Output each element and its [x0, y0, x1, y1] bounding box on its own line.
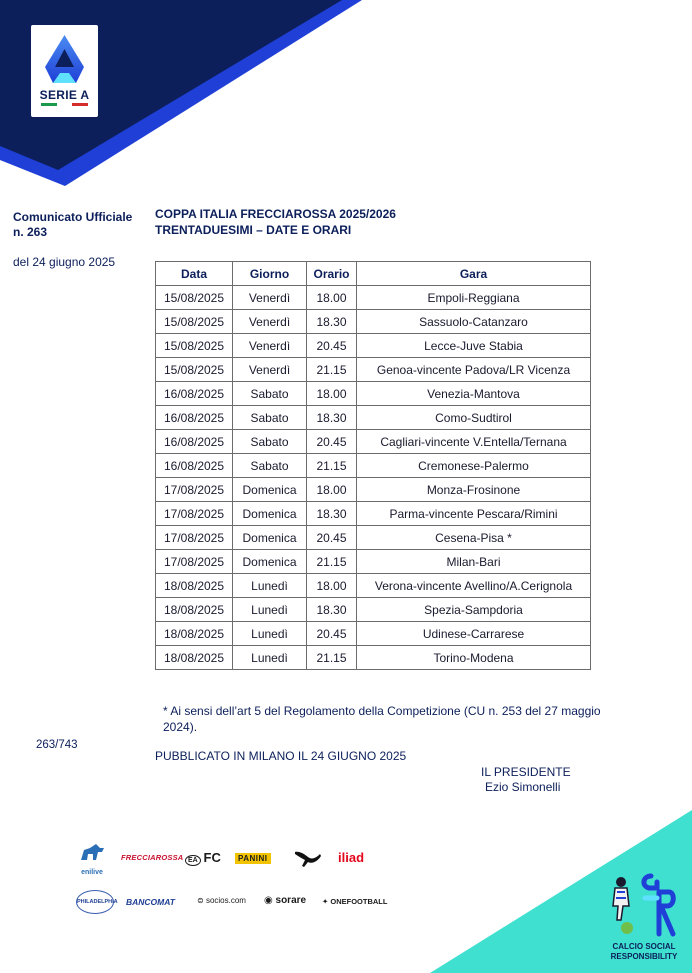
cell-day: Sabato: [233, 406, 307, 430]
sponsor-panini: PANINI: [235, 853, 271, 864]
title-line-1: COPPA ITALIA FRECCIAROSSA 2025/2026: [155, 207, 396, 221]
sponsor-frecciarossa: FRECCIAROSSA: [121, 853, 184, 862]
cell-date: 18/08/2025: [156, 574, 233, 598]
cell-time: 20.45: [307, 526, 357, 550]
cell-date: 15/08/2025: [156, 286, 233, 310]
cell-day: Lunedì: [233, 598, 307, 622]
cell-date: 16/08/2025: [156, 430, 233, 454]
cell-day: Sabato: [233, 454, 307, 478]
cell-date: 17/08/2025: [156, 502, 233, 526]
cell-day: Lunedì: [233, 622, 307, 646]
cell-match: Sassuolo-Catanzaro: [357, 310, 591, 334]
cell-day: Domenica: [233, 478, 307, 502]
table-row: [156, 622, 591, 646]
table-row: [156, 478, 591, 502]
president-name: Ezio Simonelli: [485, 780, 561, 794]
sorare-icon: ◉: [264, 895, 276, 906]
cell-day: Sabato: [233, 382, 307, 406]
sponsor-sorare: ◉ sorare: [264, 895, 307, 906]
cell-match: Milan-Bari: [357, 550, 591, 574]
table-row: [156, 406, 591, 430]
cell-match: Genoa-vincente Padova/LR Vicenza: [357, 358, 591, 382]
cell-day: Venerdì: [233, 334, 307, 358]
cell-day: Lunedì: [233, 574, 307, 598]
sponsor-puma: [294, 848, 322, 873]
cell-date: 17/08/2025: [156, 478, 233, 502]
cell-day: Venerdì: [233, 310, 307, 334]
sponsor-iliad: iliad: [338, 850, 365, 865]
sponsor-bancomat: BANCOMAT: [126, 897, 175, 907]
cell-time: 18.30: [307, 310, 357, 334]
table-row: [156, 286, 591, 310]
cell-match: Torino-Modena: [357, 646, 591, 670]
cell-day: Venerdì: [233, 286, 307, 310]
cell-time: 21.15: [307, 646, 357, 670]
socios-icon: ⊜: [197, 896, 206, 905]
table-row: [156, 526, 591, 550]
cell-time: 21.15: [307, 358, 357, 382]
cell-time: 20.45: [307, 622, 357, 646]
cell-day: Domenica: [233, 502, 307, 526]
cell-match: Cremonese-Palermo: [357, 454, 591, 478]
cell-match: Venezia-Mantova: [357, 382, 591, 406]
puma-cat-icon: [294, 848, 322, 868]
cell-date: 16/08/2025: [156, 382, 233, 406]
cell-time: 20.45: [307, 430, 357, 454]
serie-a-shield-logo: [40, 33, 89, 87]
cell-day: Sabato: [233, 430, 307, 454]
footnote: * Ai sensi dell’art 5 del Regolamento della Competizione (CU n. 253 del 27 maggio 2024).: [163, 704, 601, 734]
cell-day: Venerdì: [233, 358, 307, 382]
cell-date: 15/08/2025: [156, 310, 233, 334]
table-row: [156, 574, 591, 598]
cell-date: 15/08/2025: [156, 334, 233, 358]
document-title: [155, 207, 396, 238]
sponsor-enilive: enilive: [76, 842, 108, 876]
cell-day: Domenica: [233, 550, 307, 574]
cell-time: 21.15: [307, 550, 357, 574]
published-statement: PUBBLICATO IN MILANO IL 24 GIUGNO 2025: [155, 749, 407, 763]
table-row: [156, 334, 591, 358]
header-orario: Orario: [307, 262, 357, 286]
csr-player-icon: [603, 872, 679, 940]
cell-day: Lunedì: [233, 646, 307, 670]
cell-time: 18.30: [307, 502, 357, 526]
cell-date: 15/08/2025: [156, 358, 233, 382]
cell-time: 18.00: [307, 478, 357, 502]
table-row: [156, 598, 591, 622]
cell-date: 18/08/2025: [156, 598, 233, 622]
cell-time: 18.00: [307, 286, 357, 310]
table-row: [156, 646, 591, 670]
cell-match: Cesena-Pisa *: [357, 526, 591, 550]
signature-block: [481, 765, 571, 795]
cell-time: 18.30: [307, 406, 357, 430]
table-header-row: [156, 262, 591, 286]
cell-date: 16/08/2025: [156, 406, 233, 430]
communique-title: Comunicato Ufficiale n. 263: [13, 210, 133, 239]
table-row: [156, 310, 591, 334]
cell-date: 17/08/2025: [156, 550, 233, 574]
president-label: IL PRESIDENTE: [481, 765, 571, 779]
cell-time: 18.00: [307, 574, 357, 598]
cell-match: Cagliari-vincente V.Entella/Ternana: [357, 430, 591, 454]
header-data: Data: [156, 262, 233, 286]
onefootball-icon: ✦: [322, 897, 331, 906]
cell-match: Como-Sudtirol: [357, 406, 591, 430]
header-gara: Gara: [357, 262, 591, 286]
protocol-number: 263/743: [36, 739, 78, 751]
table-row: [156, 430, 591, 454]
sponsor-socios: ⊜ socios.com: [197, 896, 246, 905]
sponsor-ea-fc: EA FC: [185, 850, 221, 865]
cell-day: Domenica: [233, 526, 307, 550]
italian-flag-stripe: [41, 103, 88, 106]
cell-match: Lecce-Juve Stabia: [357, 334, 591, 358]
cell-match: Udinese-Carrarese: [357, 622, 591, 646]
cell-date: 18/08/2025: [156, 622, 233, 646]
cell-date: 17/08/2025: [156, 526, 233, 550]
table-row: [156, 550, 591, 574]
cell-time: 18.00: [307, 382, 357, 406]
fc-mark: FC: [203, 850, 221, 865]
schedule-table: [155, 261, 591, 670]
sponsor-onefootball: ✦ ONEFOOTBALL: [322, 897, 388, 906]
cell-match: Empoli-Reggiana: [357, 286, 591, 310]
csr-caption: CALCIO SOCIAL RESPONSIBILITY: [610, 942, 678, 961]
cell-date: 16/08/2025: [156, 454, 233, 478]
cell-date: 18/08/2025: [156, 646, 233, 670]
table-row: [156, 382, 591, 406]
table-row: [156, 502, 591, 526]
cell-match: Spezia-Sampdoria: [357, 598, 591, 622]
title-line-2: TRENTADUESIMI – DATE E ORARI: [155, 222, 352, 237]
communique-date: del 24 giugno 2025: [13, 255, 116, 269]
logo-text: SERIE A: [39, 88, 90, 102]
serie-a-logo: [31, 25, 98, 117]
table-row: [156, 358, 591, 382]
cell-time: 21.15: [307, 454, 357, 478]
cell-match: Parma-vincente Pescara/Rimini: [357, 502, 591, 526]
cell-time: 18.30: [307, 598, 357, 622]
six-legged-dog-icon: [78, 842, 106, 864]
cell-time: 20.45: [307, 334, 357, 358]
cell-match: Monza-Frosinone: [357, 478, 591, 502]
sponsor-philadelphia: PHILADELPHIA: [76, 890, 114, 914]
cell-match: Verona-vincente Avellino/A.Cerignola: [357, 574, 591, 598]
table-row: [156, 454, 591, 478]
header-giorno: Giorno: [233, 262, 307, 286]
